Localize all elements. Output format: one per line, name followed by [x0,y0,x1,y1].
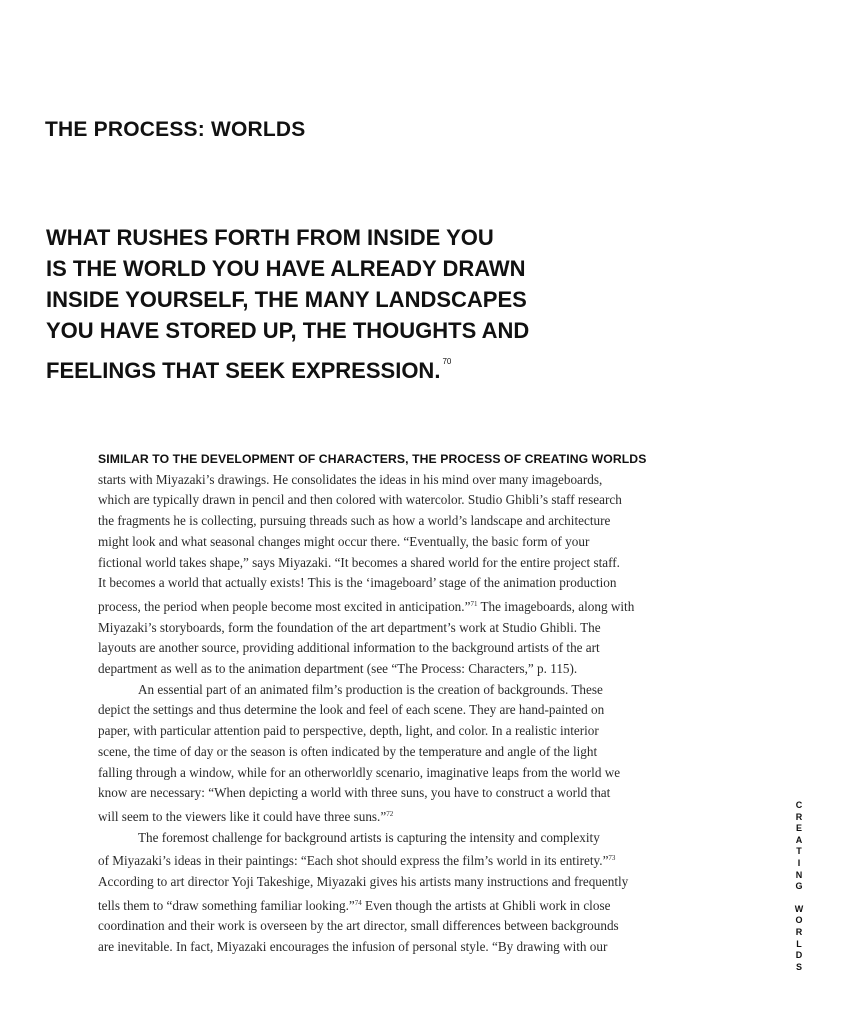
side-label-letter: A [795,834,803,845]
text-line: tells them to “draw something familiar looking.”$^{74}$ Even though the artists at Ghibli work in close [98,897,611,913]
text-line: coordination and their work is overseen by the art director, small differences between backgrounds [98,918,619,934]
text-line: might look and what seasonal changes might occur there. “Eventually, the basic form of your [98,533,590,549]
text-line: The foremost challenge for background artists is capturing the intensity and complexity [138,829,600,845]
text-line: layouts are another source, providing additional information to the background artists of the art [98,640,600,656]
side-label-letter: I [797,857,801,868]
side-label-letter: W [794,903,804,914]
lead-in: SIMILAR TO THE DEVELOPMENT OF CHARACTERS, THE PROCESS OF CREATING WORLDS [98,452,647,466]
text-line: falling through a window, while for an otherworldly scenario, imaginative leaps from the world we [98,764,621,780]
pull-quote-line: YOU HAVE STORED UP, THE THOUGHTS AND [46,318,530,343]
paragraph-2 [98,680,696,828]
text-line: which are typically drawn in pencil and then colored with watercolor. Studio Ghibli’s staff research [98,492,622,508]
text-line: of Miyazaki’s ideas in their paintings: “Each shot should express the film’s world in its entirety.”$^{73}$ [98,853,616,869]
pull-quote-line: INSIDE YOURSELF, THE MANY LANDSCAPES [46,287,527,312]
side-label-gap [792,893,806,904]
pull-quote-line: WHAT RUSHES FORTH FROM INSIDE YOU [46,225,494,250]
side-label-letter: T [796,846,802,857]
side-label-letter: G [795,881,803,892]
text-line: the fragments he is collecting, pursuing threads such as how a world’s landscape and architecture [98,513,611,529]
side-label-letter: S [795,961,802,972]
pull-quote-line: IS THE WORLD YOU HAVE ALREADY DRAWN [46,256,526,281]
section-title: THE PROCESS: WORLDS [45,118,306,141]
text-line: know are necessary: “When depicting a world with three suns, you have to construct a world that [98,785,611,801]
pull-quote [46,222,586,386]
side-label-letter: E [795,823,802,834]
text-line: paper, with particular attention paid to perspective, depth, light, and color. In a realistic interior [98,723,599,739]
pull-quote-line: FEELINGS THAT SEEK EXPRESSION. $^{70}$ [46,357,452,383]
body-text [98,449,696,958]
side-label-letter: C [795,800,803,810]
text-line: depict the settings and thus determine the look and feel of each scene. They are hand-painted on [98,702,605,718]
text-line: scene, the time of day or the season is often indicated by the temperature and angle of the light [98,743,598,759]
side-label-letter: L [796,938,802,949]
text-line: An essential part of an animated film’s production is the creation of backgrounds. These [138,681,603,697]
text-line: It becomes a world that actually exists! This is the ‘imageboard’ stage of the animation production [98,575,617,591]
side-label-letter: D [795,950,803,961]
footnote-ref: 74 [354,898,362,907]
paragraph-1 [98,449,696,680]
side-label-letter: R [795,926,803,937]
text-line: department as well as to the animation department (see “The Process: Characters,” p. 115). [98,661,578,677]
chapter-side-label [792,800,806,973]
side-label-letter: R [795,811,803,822]
side-label-letter: O [795,915,803,926]
footnote-ref: 72 [386,809,394,818]
text-line: According to art director Yoji Takeshige, Miyazaki gives his artists many instructions and frequently [98,874,629,890]
text-line: fictional world takes shape,” says Miyazaki. “It becomes a shared world for the entire project staff. [98,554,620,570]
text-line: Miyazaki’s storyboards, form the foundation of the art department’s work at Studio Ghibli. The [98,619,601,635]
paragraph-3 [98,828,696,958]
footnote-ref: 73 [608,854,616,863]
footnote-ref: 71 [470,599,478,608]
text-line: starts with Miyazaki’s drawings. He consolidates the ideas in his mind over many imageboards, [98,471,603,487]
text-line: process, the period when people become most excited in anticipation.”$^{71}$ The imageboards, along with [98,598,635,614]
text-line: are inevitable. In fact, Miyazaki encourages the infusion of personal style. “By drawing with our [98,939,608,955]
footnote-ref: 70 [442,357,452,366]
side-label-letter: N [795,869,803,880]
text-line: will seem to the viewers like it could have three suns.”$^{72}$ [98,808,394,824]
